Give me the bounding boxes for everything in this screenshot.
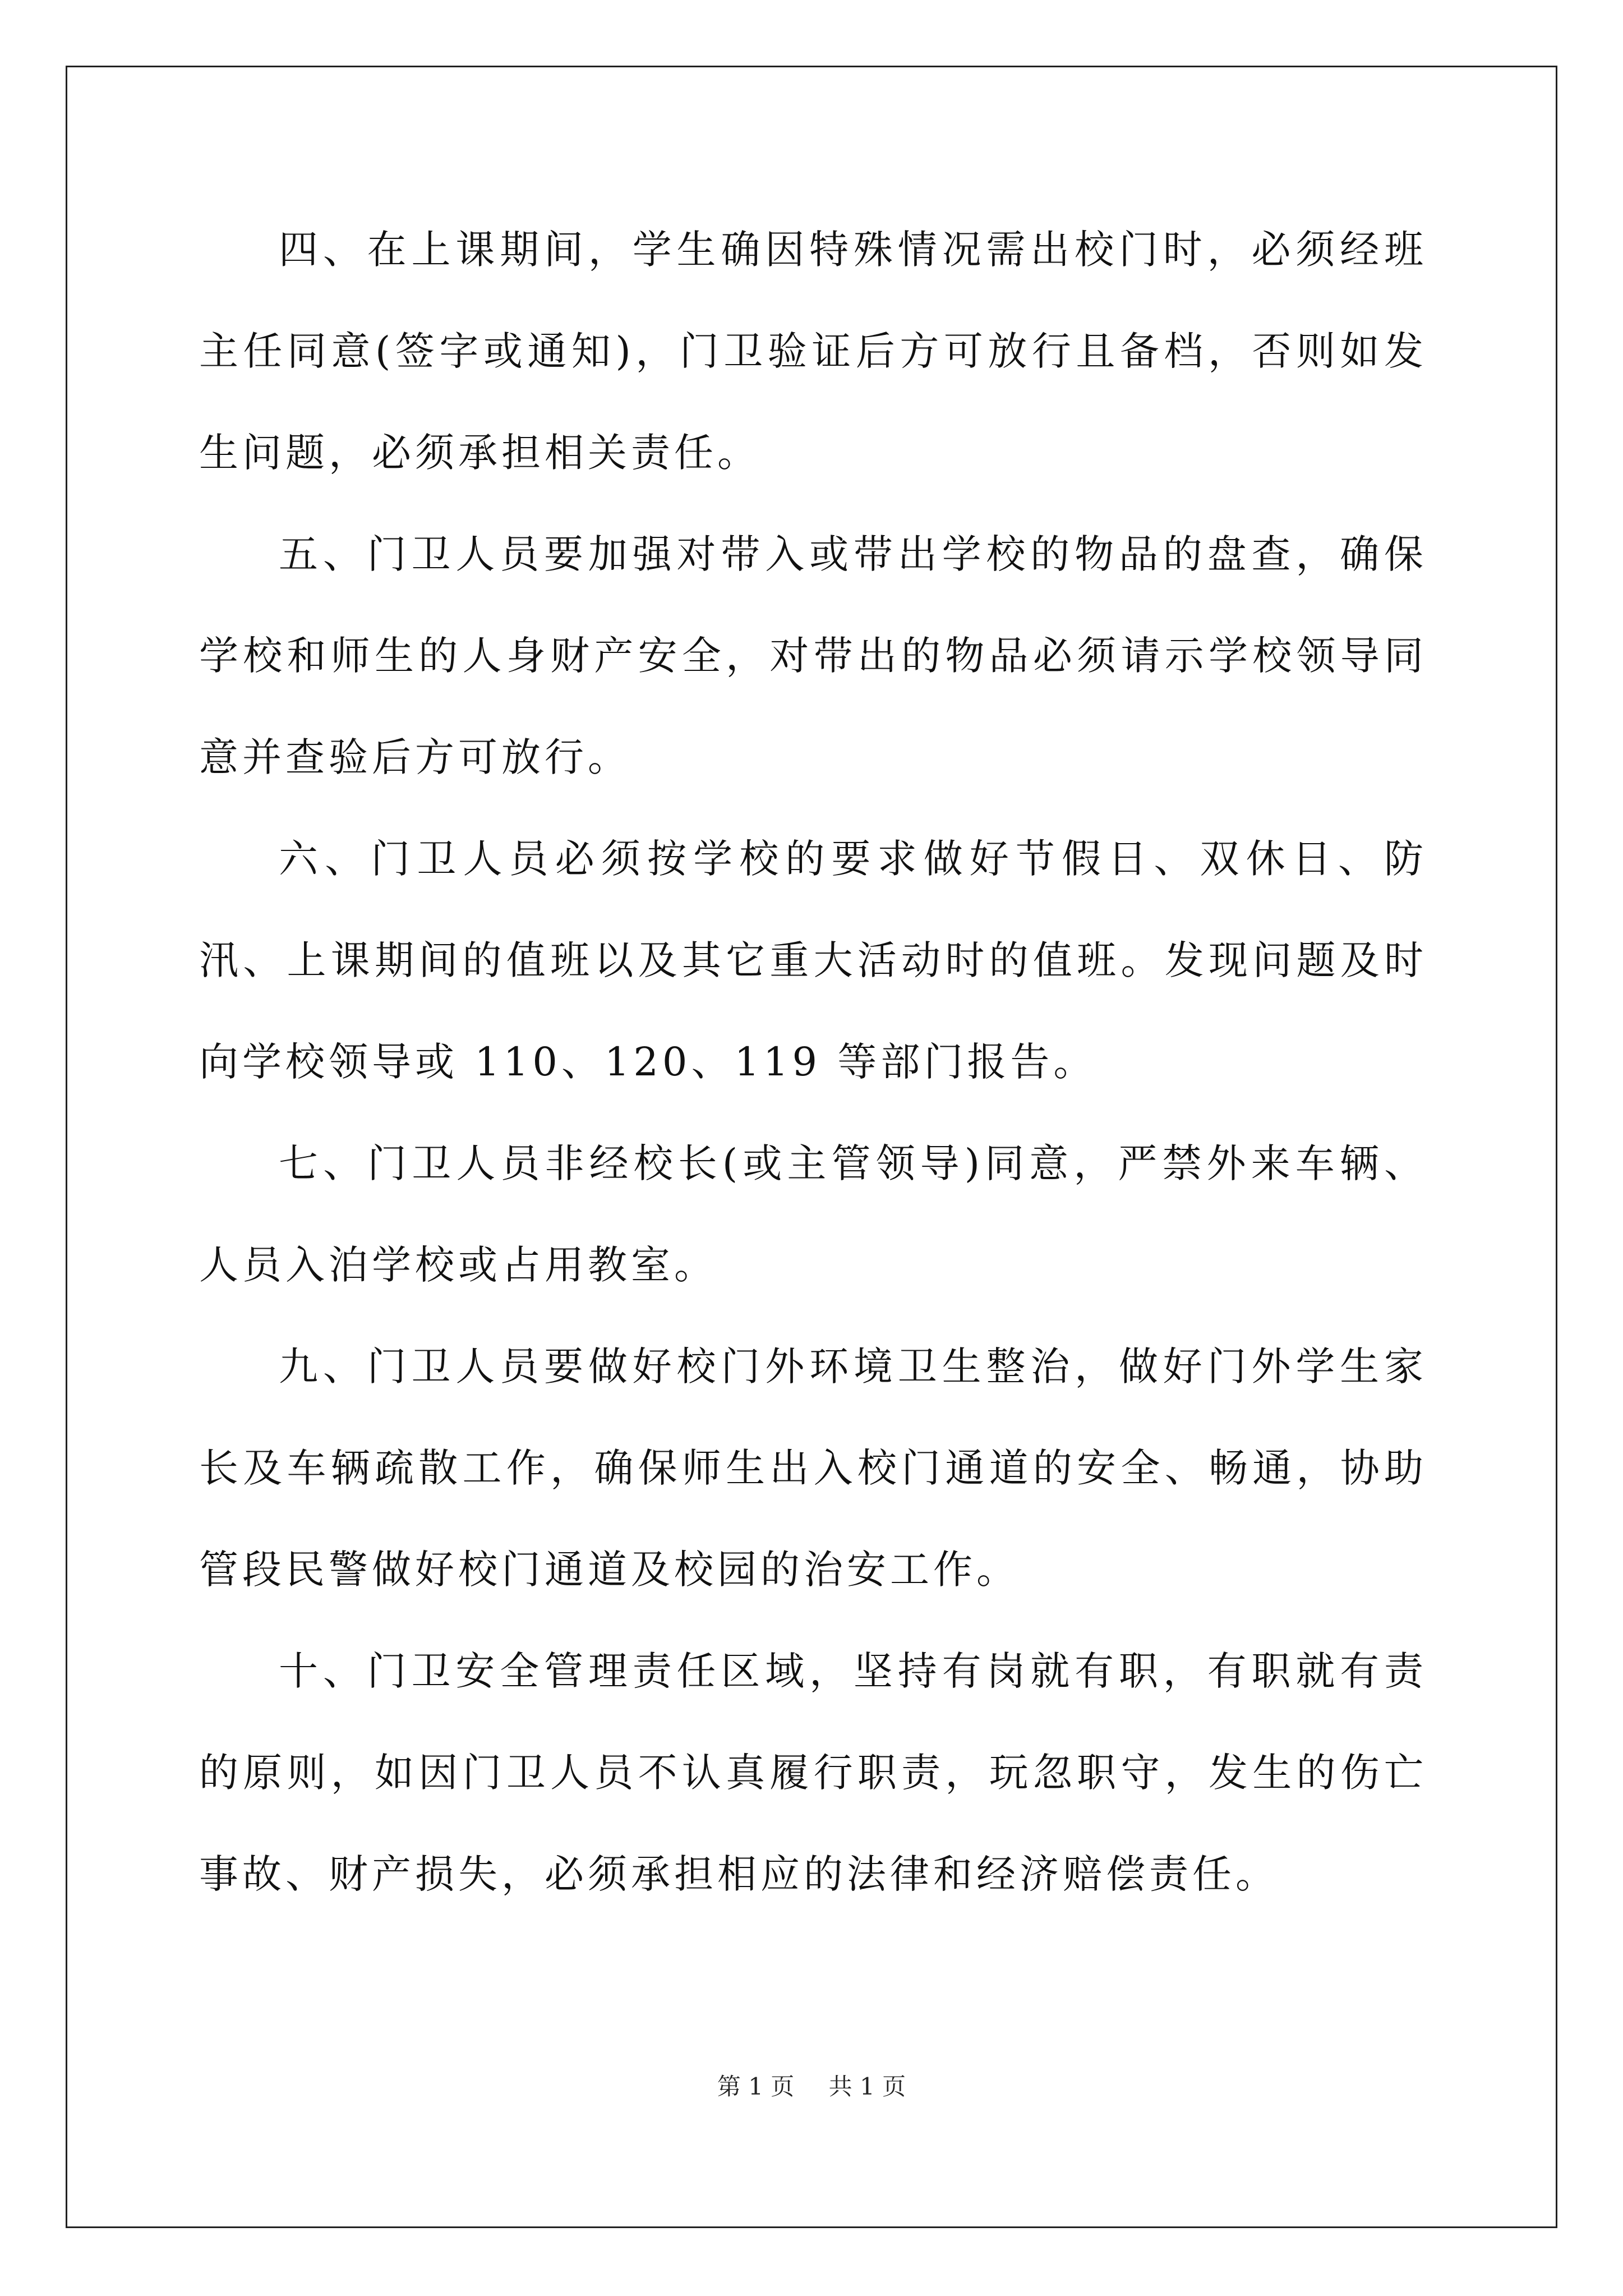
paragraph-5: 五、门卫人员要加强对带入或带出学校的物品的盘查，确保学校和师生的人身财产安全，对带出的物品必须请示学校领导同意并查验后方可放行。 <box>199 531 1427 780</box>
page-number-total: 共 1 页 <box>828 2073 906 2100</box>
paragraph-7: 七、门卫人员非经校长(或主管领导)同意，严禁外来车辆、人员入泊学校或占用教室。 <box>199 1140 1427 1288</box>
paragraph-9: 九、门卫人员要做好校门外环境卫生整治，做好门外学生家长及车辆疏散工作，确保师生出入校门通道的安全、畅通，协助管段民警做好校门通道及校园的治安工作。 <box>199 1343 1427 1593</box>
paragraph-6: 六、门卫人员必须按学校的要求做好节假日、双休日、防汛、上课期间的值班以及其它重大活动时的值班。发现问题及时向学校领导或 110、120、119 等部门报告。 <box>199 836 1427 1085</box>
paragraph-10: 十、门卫安全管理责任区域，坚持有岗就有职，有职就有责的原则，如因门卫人员不认真履行职责，玩忽职守，发生的伤亡事故、财产损失，必须承担相应的法律和经济赔偿责任。 <box>199 1648 1427 1897</box>
document-body <box>199 199 1427 1925</box>
page-number-current: 第 1 页 <box>717 2073 795 2100</box>
paragraph-4: 四、在上课期间，学生确因特殊情况需出校门时，必须经班主任同意(签字或通知)，门卫验证后方可放行且备档，否则如发生问题，必须承担相关责任。 <box>199 227 1427 476</box>
page-footer <box>0 2070 1623 2104</box>
